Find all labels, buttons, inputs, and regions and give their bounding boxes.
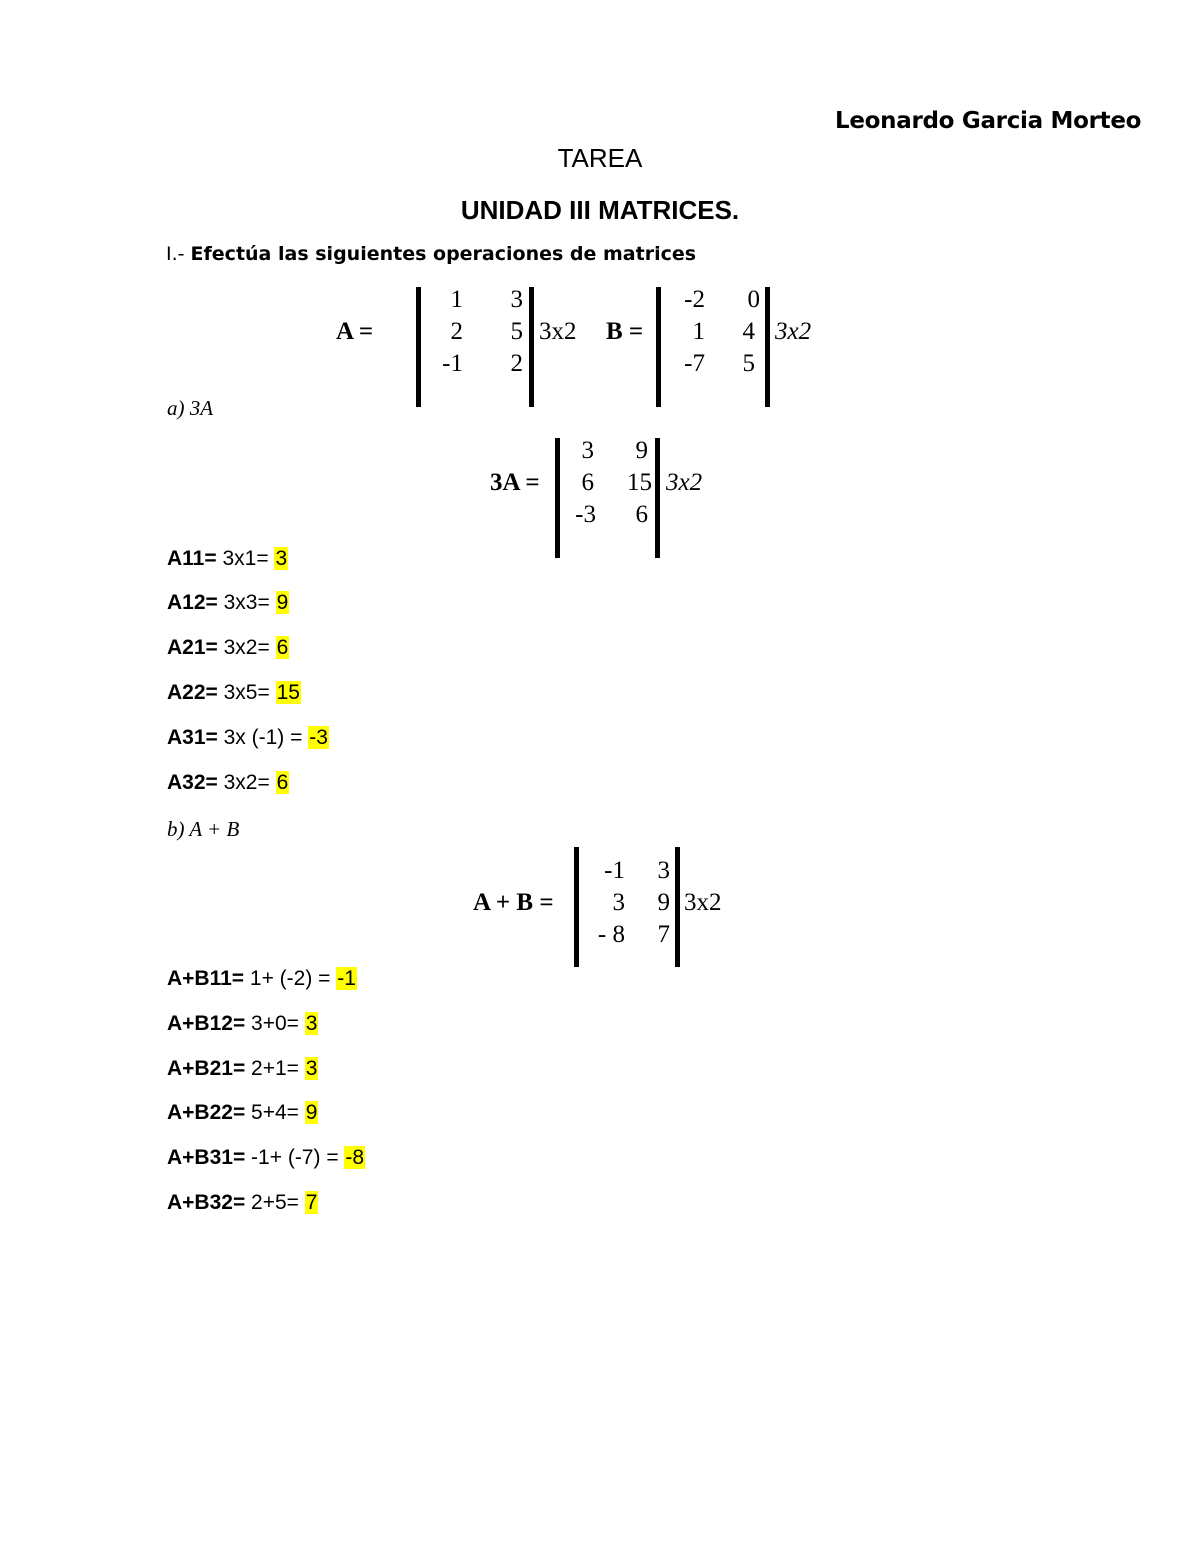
document-subtitle: UNIDAD III MATRICES. [460,195,740,225]
instruction [166,243,696,265]
matrix-a-cell: -1 [442,350,463,377]
matrix-b-cell: -7 [684,350,705,377]
result-highlight: -3 [309,726,328,749]
step-line: A11= 3x1= 3 [167,547,288,570]
matrix-a-label: A = [336,318,374,345]
matrix-a-cell: 2 [450,318,463,345]
matrix-b-cell: 4 [742,318,755,345]
result-highlight: 9 [305,1101,318,1124]
step-line: A+B31= -1+ (-7) = -8 [167,1146,365,1169]
matrix-3a-cell: 6 [635,501,648,528]
matrix-a-cell: 2 [510,350,523,377]
step-line: A+B12= 3+0= 3 [167,1012,318,1035]
result-highlight: 6 [276,771,289,794]
matrix-3a-right-bar [655,438,660,558]
matrix-a-dimension: 3x2 [539,318,577,345]
step-line: A12= 3x3= 9 [167,591,289,614]
step-line: A32= 3x2= 6 [167,771,289,794]
matrix-a-cell: 1 [450,286,463,313]
matrix-b-cell: 0 [747,286,760,313]
matrix-a-left-bar [416,287,421,407]
matrix-b-cell: 1 [692,318,705,345]
matrix-3a-dimension: 3x2 [666,469,703,496]
matrix-ab-cell: 9 [657,889,670,916]
matrix-b-dimension: 3x2 [775,318,812,345]
matrix-ab-cell: -1 [604,857,625,884]
result-highlight: 6 [276,636,289,659]
matrix-3a-cell: 3 [581,437,594,464]
matrix-3a-cell: 9 [635,437,648,464]
matrix-b-cell: 5 [742,350,755,377]
matrix-a-right-bar [529,287,534,407]
result-highlight: 3 [305,1057,318,1080]
matrix-ab-label: A + B = [473,889,554,916]
matrix-3a-cell: -3 [575,501,596,528]
result-highlight: 9 [276,591,289,614]
part-b-label: b) A + B [167,817,240,841]
matrix-b-left-bar [656,287,661,407]
matrix-ab-cell: 7 [657,921,670,948]
matrix-ab-right-bar [675,847,680,967]
step-line: A21= 3x2= 6 [167,636,289,659]
step-line: A+B32= 2+5= 7 [167,1191,318,1214]
matrix-ab-cell: 3 [657,857,670,884]
result-highlight: 7 [305,1191,318,1214]
matrix-ab-left-bar [574,847,579,967]
matrix-3a-cell: 15 [627,469,652,496]
result-highlight: -1 [337,967,356,990]
result-highlight: 15 [276,681,300,704]
matrix-ab-cell: - 8 [597,921,625,948]
matrix-ab-dimension: 3x2 [684,889,722,916]
matrix-b-right-bar [765,287,770,407]
result-highlight: 3 [275,547,288,570]
instruction-number: I.- [166,243,185,265]
step-line: A+B11= 1+ (-2) = -1 [167,967,356,990]
matrix-3a-label: 3A = [490,469,540,496]
matrix-a-cell: 5 [510,318,523,345]
result-highlight: 3 [305,1012,318,1035]
step-line: A+B21= 2+1= 3 [167,1057,318,1080]
document-title: TAREA [557,143,643,173]
matrix-ab-cell: 3 [612,889,625,916]
matrix-b-label: B = [606,318,644,345]
step-line: A22= 3x5= 15 [167,681,300,704]
step-line: A+B22= 5+4= 9 [167,1101,318,1124]
author-name: Leonardo Garcia Morteo [835,108,1142,134]
instruction-text: Efectúa las siguientes operaciones de matrices [190,243,697,265]
step-line: A31= 3x (-1) = -3 [167,726,328,749]
matrix-3a-cell: 6 [581,469,594,496]
matrix-a-cell: 3 [510,286,523,313]
part-a-label: a) 3A [167,396,214,420]
result-highlight: -8 [345,1146,365,1169]
matrix-b-cell: -2 [684,286,705,313]
